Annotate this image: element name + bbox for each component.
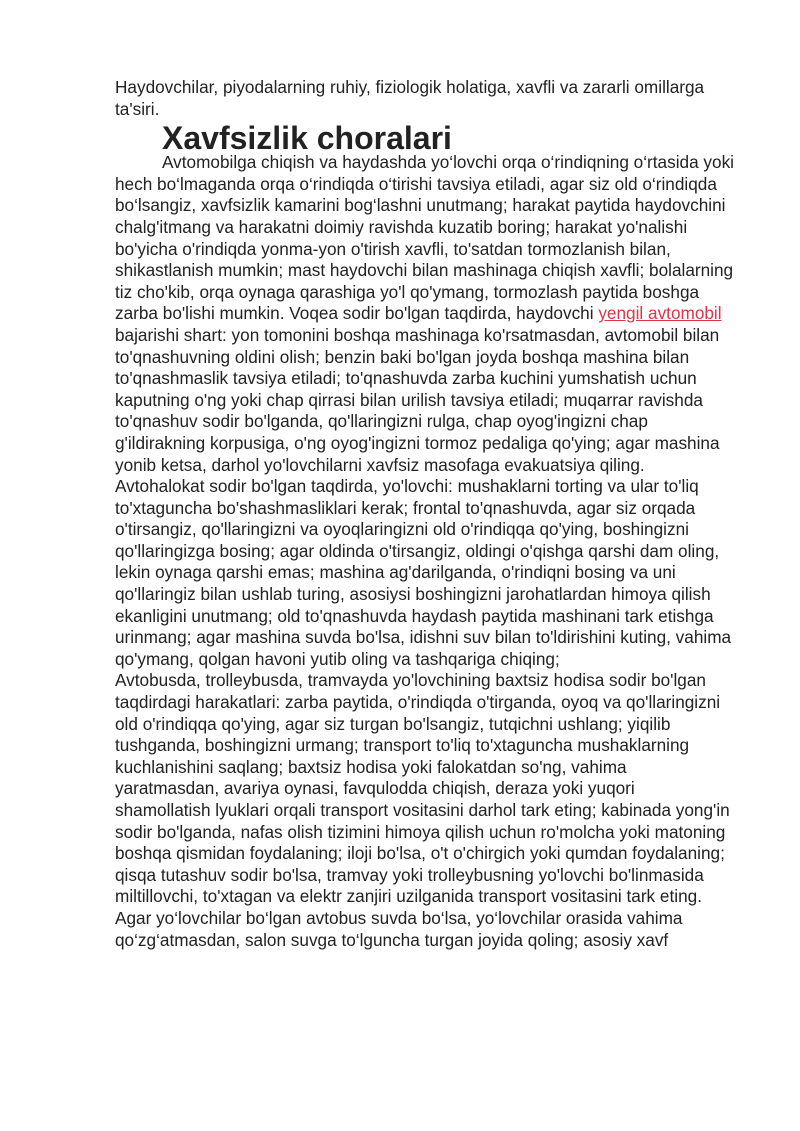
paragraph-car-accident-passenger: Avtohalokat sodir bo'lgan taqdirda, yo'lovchi: mushaklarni torting va ular to'liq to'xtaguncha bo'shashmasliklari kerak; frontal to'qnashuvda, agar siz orqada o'tirsangiz, qo'llaringizni va oyoqlaringizni old o'rindiqqa qo'ying, boshingizni qo'llaringizga bosing; agar oldinda o'tirsangiz, oldingi o'qishga qarshi dam oling, lekin oynaga qarshi emas; mashina ag'darilganda, o'rindiqni bosing va uni qo'llaringiz bilan ushlab turing, asosiysi boshingizni jarohatlardan himoya qilish ekanligini unutmang; old to'qnashuvda haydash paytida mashinani tark etishga urinmang; agar mashina suvda bo'lsa, idishni suv bilan to'ldirishini kuting, vahima qo'ymang, qolgan havoni yutib oling va tashqariga chiqing; <box>115 476 732 669</box>
light-car-link[interactable]: yengil avtomobil <box>598 303 722 324</box>
paragraph-public-transport: Avtobusda, trolleybusda, tramvayda yo'lovchining baxtsiz hodisa sodir bo'lgan taqdirdagi harakatlari: zarba paytida, o'rindiqda o'tirganda, oyoq va qo'llaringizni old o'rindiqqa qo'ying, agar siz turgan bo'lsangiz, tutqichni ushlang; yiqilib tushganda, boshingizni urmang; transport to'liq to'xtaguncha mushaklarning kuchlanishini saqlang; baxtsiz hodisa yoki falokatdan so'ng, vahima yaratmasdan, avariya oynasi, favqulodda chiqish, deraza yoki yuqori shamollatish lyuklari orqali transport vositasini darhol tark eting; kabinada yong'in sodir bo'lganda, nafas olish tizimini himoya qilish uchun ro'molcha yoki matoning boshqa qismidan foydalaning; iloji bo'lsa, o't o'chirgich yoki qumdan foydalaning; qisqa tutashuv sodir bo'lsa, tramvay yoki trolleybusning yo'lovchi bo'linmasida miltillovchi, to'xtagan va elektr zanjiri uzilganida transport vositasini tark eting. <box>115 670 730 907</box>
document-page <box>115 77 735 951</box>
paragraph-safety-measures <box>115 152 735 476</box>
paragraph-text: Avtomobilga chiqish va haydashda yo‘lovchi orqa o‘rindiqning o‘rtasida yoki hech bo‘lmaganda orqa o‘rindiqda o‘tirishi tavsiya etiladi, agar siz old o‘rindiqda bo‘lsangiz, xavfsizlik kamarini bog‘lashni unutmang; harakat paytida haydovchini chalg'itmang va harakatni doimiy ravishda kuzatib boring; harakat yo'nalishi bo'yicha o'rindiqda yonma-yon o'tirish xavfli, to'satdan tormozlanish bilan, shikastlanish mumkin; mast haydovchi bilan mashinaga chiqish xavfli; bolalarning tiz cho'kib, orqa oynaga qarashiga yo'l qo'ymang, tormozlash paytida boshga zarba bo'lishi mumkin. Voqea sodir bo'lgan taqdirda, haydovchi <box>115 152 734 324</box>
paragraph-bus-in-water: Agar yo‘lovchilar bo‘lgan avtobus suvda bo‘lsa, yo‘lovchilar orasida vahima qo‘zg‘atmasdan, salon suvga to‘lguncha turgan joyida qoling; asosiy xavf <box>115 907 683 950</box>
intro-paragraph: Haydovchilar, piyodalarning ruhiy, fiziologik holatiga, xavfli va zararli omillarga ta'siri. <box>115 77 705 119</box>
paragraph-text: bajarishi shart: yon tomonini boshqa mashinaga ko'rsatmasdan, avtomobil bilan to'qnashuvning oldini olish; benzin baki bo'lgan joyda boshqa mashina bilan to'qnashmaslik tavsiya etiladi; to'qnashuvda zarba kuchini yumshatish uchun kaputning o'ng yoki chap qirrasi bilan urilish tavsiya etiladi; muqarrar ravishda to'qnashuv sodir bo'lganda, qo'llaringizni rulga, chap oyog'ingizni chap g'ildirakning korpusiga, o'ng oyog'ingizni tormoz pedaliga qo'ying; agar mashina yonib ketsa, darhol yo'lovchilarni xavfsiz masofaga evakuatsiya qiling. <box>115 324 720 475</box>
section-heading: Xavfsizlik choralari <box>162 120 452 157</box>
